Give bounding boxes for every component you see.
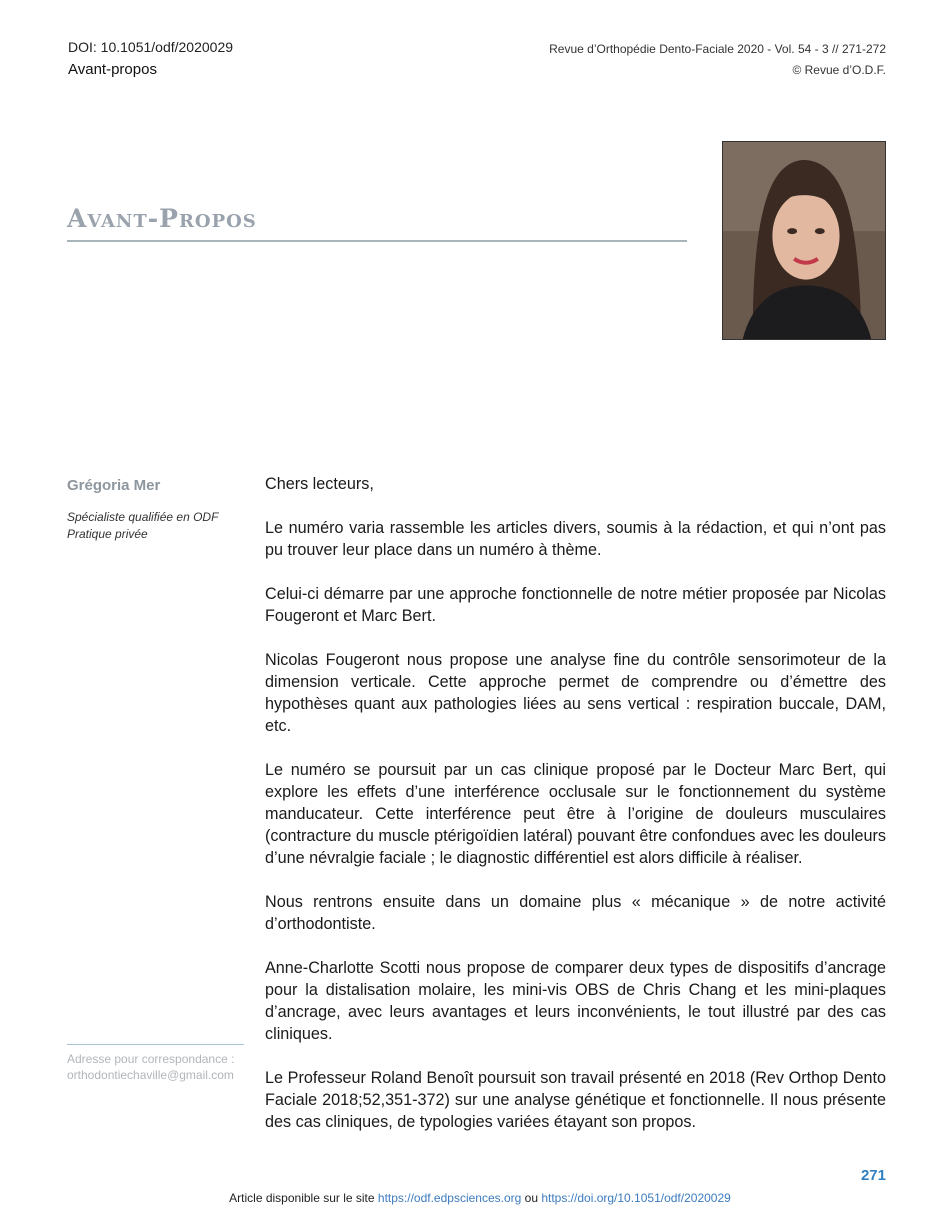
author-photo — [722, 141, 886, 340]
journal-citation: Revue d’Orthopédie Dento-Faciale 2020 - Vol. 54 - 3 // 271-272 — [549, 42, 886, 56]
author-role-line: Spécialiste qualifiée en ODF — [67, 510, 219, 524]
doi-label: DOI: 10.1051/odf/2020029 — [68, 39, 234, 55]
salutation: Chers lecteurs, — [265, 475, 374, 493]
title-divider — [67, 240, 687, 242]
body-paragraph: Le numéro se poursuit par un cas clinique proposé par le Docteur Marc Bert, qui explore les effets d’une interférence occlusale sur le fonctionnement du système manducateur. Cette interférence peut être à l’origine de douleurs musculaires (contracture du muscle ptérigoïdien latéral) pouvant être confondues avec les douleurs d’une névralgie faciale ; le diagnostic différentiel est alors difficile à réaliser. — [265, 761, 886, 867]
body-paragraph: Le Professeur Roland Benoît poursuit son travail présenté en 2018 (Rev Orthop Dento Faciale 2018;52,351-372) sur une analyse génétique et fonctionnelle. Il nous présente des cas cliniques, de typologies variées étayant son propos. — [265, 1069, 886, 1131]
author-affiliation — [67, 509, 218, 543]
footer-doi-link[interactable]: https://doi.org/10.1051/odf/2020029 — [541, 1191, 731, 1205]
footer-availability — [0, 1191, 930, 1205]
body-paragraph: Le numéro varia rassemble les articles divers, soumis à la rédaction, et qui n’ont pas pu trouver leur place dans un numéro à thème. — [265, 519, 886, 559]
body-paragraph: Nous rentrons ensuite dans un domaine plus « mécanique » de notre activité d’orthodontiste. — [265, 893, 886, 933]
article-body — [265, 473, 886, 1155]
correspondence-divider — [67, 1044, 244, 1045]
footer-middle: ou — [521, 1191, 542, 1205]
correspondence-email[interactable]: orthodontiechaville@gmail.com — [67, 1068, 234, 1082]
body-paragraph: Anne-Charlotte Scotti nous propose de comparer deux types de dispositifs d’ancrage pour la distalisation molaire, les mini-vis OBS de Chris Chang et les mini-plaques d’ancrage, avec leurs avantages et leurs inconvénients, le tout illustré par des cas cliniques. — [265, 959, 886, 1043]
section-label: Avant-propos — [68, 61, 157, 78]
page-number: 271 — [860, 1167, 886, 1184]
author-practice-line: Pratique privée — [67, 527, 148, 541]
author-name: Grégoria Mer — [67, 477, 161, 494]
correspondence-label: Adresse pour correspondance : — [67, 1052, 235, 1066]
footer-prefix: Article disponible sur le site — [229, 1191, 378, 1205]
correspondence-address — [67, 1051, 234, 1083]
page-title: Avant-Propos — [67, 204, 257, 233]
copyright: © Revue d’O.D.F. — [792, 63, 886, 77]
footer-site-link[interactable]: https://odf.edpsciences.org — [377, 1191, 522, 1205]
body-paragraph: Celui-ci démarre par une approche fonctionnelle de notre métier proposée par Nicolas Fougeront et Marc Bert. — [265, 585, 886, 625]
body-paragraph: Nicolas Fougeront nous propose une analyse fine du contrôle sensorimoteur de la dimension verticale. Cette approche permet de comprendre ou d’émettre des hypothèses quant aux pathologies liées au sens vertical : respiration buccale, DAM, etc. — [265, 651, 886, 735]
